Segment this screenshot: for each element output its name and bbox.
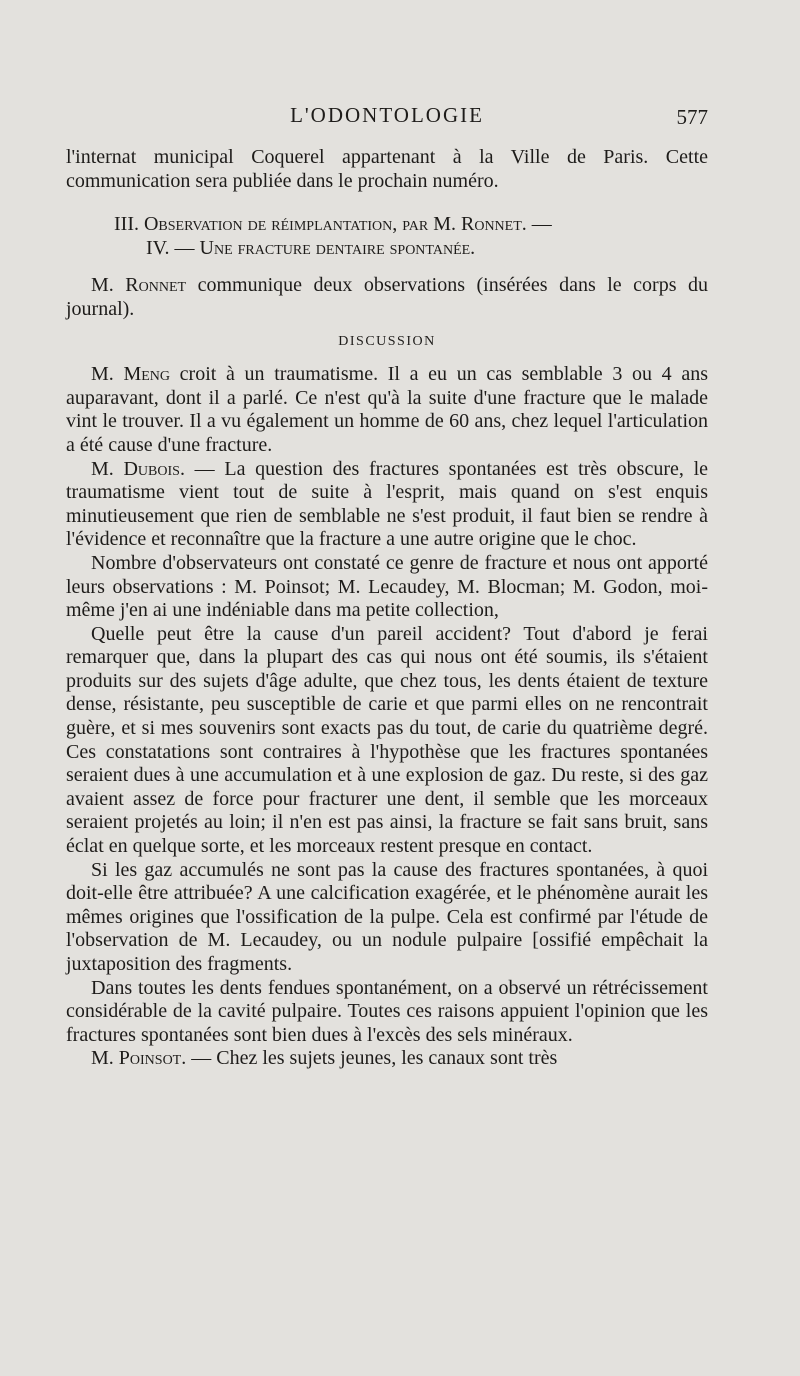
paragraph-poinsot xyxy=(66,1047,708,1071)
paragraph-cause: Quelle peut être la cause d'un pareil accident? Tout d'abord je ferai remarquer que, dans la plupart des cas qui nous ont été soumis, ils s'étaient produits sur des sujets d'âge adulte, que chez tous, les dents étaient de texture dense, résistante, peu susceptible de carie et que parmi elles on ne rencontrait guère, et si mes souvenirs sont exacts pas du tout, de carie du quatrième degré. Ces constatations sont contraires à l'hypothèse que les fractures spontanées seraient dues à une accumulation et à une explosion de gaz. Du reste, si des gaz avaient assez de force pour fracturer une dent, il semble que les morceaux seraient projetés au loin; il n'en est pas ainsi, la fracture se fait sans bruit, sans éclat en quelque sorte, et les morceaux restent presque en contact. xyxy=(66,622,708,858)
paragraph-internat: l'internat municipal Coquerel appartenant à la Ville de Paris. Cette communication sera publiée dans le prochain numéro. xyxy=(66,146,708,192)
paragraph-text: croit à un traumatisme. Il a eu un cas semblable 3 ou 4 ans auparavant, dont il a parlé. Ce n'est qu'à la suite d'une fracture que le malade vint le trouver. Il a vu également un homme de 60 ans, chez lequel l'articulation a été cause d'une fracture. xyxy=(66,363,709,456)
body-text xyxy=(66,146,708,1071)
speaker-name: M. Poinsot. xyxy=(91,1047,187,1070)
paragraph-dubois xyxy=(66,458,708,552)
paragraph-dents-fendues: Dans toutes les dents fendues spontanément, on a observé un rétrécissement considérable de la cavité pulpaire. Toutes ces raisons appuient l'opinion que les fractures spontanées sont bien dues à l'excès des sels minéraux. xyxy=(66,976,708,1046)
paragraph-text: — Chez les sujets jeunes, les canaux sont très xyxy=(186,1047,558,1070)
page-header xyxy=(66,103,708,135)
paragraph-meng xyxy=(66,363,708,457)
running-title: L'ODONTOLOGIE xyxy=(290,103,484,127)
page-number: 577 xyxy=(676,105,708,129)
paragraph-ronnet xyxy=(66,274,708,321)
speaker-name: M. Ronnet xyxy=(91,274,187,297)
speaker-name: M. Meng xyxy=(91,363,171,386)
section-heading-fracture: IV. — Une fracture dentaire spontanée. xyxy=(146,236,476,259)
section-heading-observation: III. Observation de réimplantation, par M. Ronnet. — xyxy=(114,213,552,236)
paragraph-observateurs: Nombre d'observateurs ont constaté ce genre de fracture et nous ont apporté leurs observations : M. Poinsot; M. Lecaudey, M. Blocman; M. Godon, moi-même j'en ai une indéniable dans ma petite collection, xyxy=(66,551,708,622)
discussion-heading: DISCUSSION xyxy=(338,333,436,349)
paragraph-gaz: Si les gaz accumulés ne sont pas la cause des fractures spontanées, à quoi doit-elle être attribuée? A une calcification exagérée, et le phénomène aurait les mêmes origines que l'ossification de la pulpe. Cela est confirmé par l'étude de l'observation de M. Lecaudey, ou un nodule pulpaire [ossifié empêchait la juxtaposition des fragments. xyxy=(66,858,708,975)
paragraph-text: communique deux observations (insérées dans le corps du journal). xyxy=(66,274,709,320)
paragraph-text: — La question des fractures spontanées est très obscure, le traumatisme vient tout de suite à l'esprit, mais quand on s'est enquis minutieusement que rien de semblable ne s'est produit, il faut bien se rendre à l'évidence et reconnaître que la fracture a une autre origine que le choc. xyxy=(66,457,708,551)
speaker-name: M. Dubois. xyxy=(91,457,185,480)
